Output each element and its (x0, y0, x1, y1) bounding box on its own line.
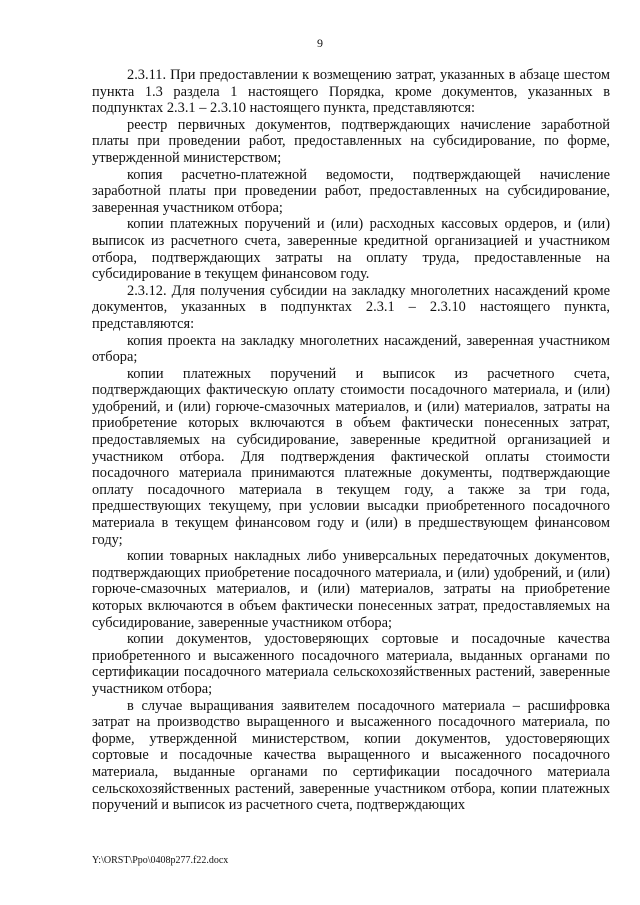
paragraph-own-cultivation: в случае выращивания заявителем посадочного материала – расшифровка затрат на производство выращенного и высаженного посадочного материала, по форме, утвержденной министерством, копии документов, удостоверяющих сортовые и посадочные качества выращенного и высаженного посадочного материала, выданные органами по сертификации посадочного материала сельскохозяйственных растений, заверенные участником отбора, копии платежных поручений и выписок из расчетного счета, подтверждающих (92, 697, 610, 814)
paragraph-2-3-12: 2.3.12. Для получения субсидии на закладку многолетних насаждений кроме документов, указанных в подпунктах 2.3.1 – 2.3.10 настоящего пункта, представляются: (92, 282, 610, 332)
paragraph-project-copy: копия проекта на закладку многолетних насаждений, заверенная участником отбора; (92, 332, 610, 366)
file-path-footer: Y:\ORST\Ppo\0408p277.f22.docx (92, 855, 229, 866)
paragraph-registry: реестр первичных документов, подтверждающих начисление заработной платы при проведении работ, предоставленных на субсидирование, по форме, утвержденной министерством; (92, 116, 610, 166)
document-body (92, 67, 610, 814)
paragraph-quality-docs: копии документов, удостоверяющих сортовые и посадочные качества приобретенного и высаженного посадочного материала, выданных органами по сертификации посадочного материала сельскохозяйственных растений, заверенные участником отбора; (92, 631, 610, 697)
paragraph-invoice-copies: копии товарных накладных либо универсальных передаточных документов, подтверждающих приобретение посадочного материала, и (или) удобрений, и (или) горюче-смазочных материалов, и (или) материалов, затраты на приобретение которых включаются в объем фактически понесенных затрат, предоставляемых на субсидирование, заверенные участником отбора; (92, 548, 610, 631)
paragraph-payroll-copy: копия расчетно-платежной ведомости, подтверждающей начисление заработной платы при проведении работ, предоставленных на субсидирование, заверенная участником отбора; (92, 166, 610, 216)
paragraph-payment-copies: копии платежных поручений и выписок из расчетного счета, подтверждающих фактическую оплату стоимости посадочного материала, и (или) удобрений, и (или) горюче-смазочных материалов, и (или) материалов, затраты на приобретение которых включаются в объем фактически понесенных затрат, предоставляемых на субсидирование, заверенные кредитной организацией и участником отбора. Для подтверждения фактической оплаты стоимости посадочного материала принимаются платежные документы, подтверждающие оплату посадочного материала в текущем году, а также за три года, предшествующих текущему, при условии высадки приобретенного посадочного материала в текущем финансовом году и (или) в предшествующем финансовом году; (92, 365, 610, 548)
paragraph-2-3-11: 2.3.11. При предоставлении к возмещению затрат, указанных в абзаце шестом пункта 1.3 раздела 1 настоящего Порядка, кроме документов, указанных в подпунктах 2.3.1 – 2.3.10 настоящего пункта, представляются: (92, 67, 610, 117)
paragraph-payment-orders: копии платежных поручений и (или) расходных кассовых ордеров, и (или) выписок из расчетного счета, заверенные кредитной организацией и участником отбора, подтверждающих затраты на оплату труда, предоставленные на субсидирование в текущем финансовом году. (92, 216, 610, 283)
page-number: 9 (317, 36, 323, 50)
